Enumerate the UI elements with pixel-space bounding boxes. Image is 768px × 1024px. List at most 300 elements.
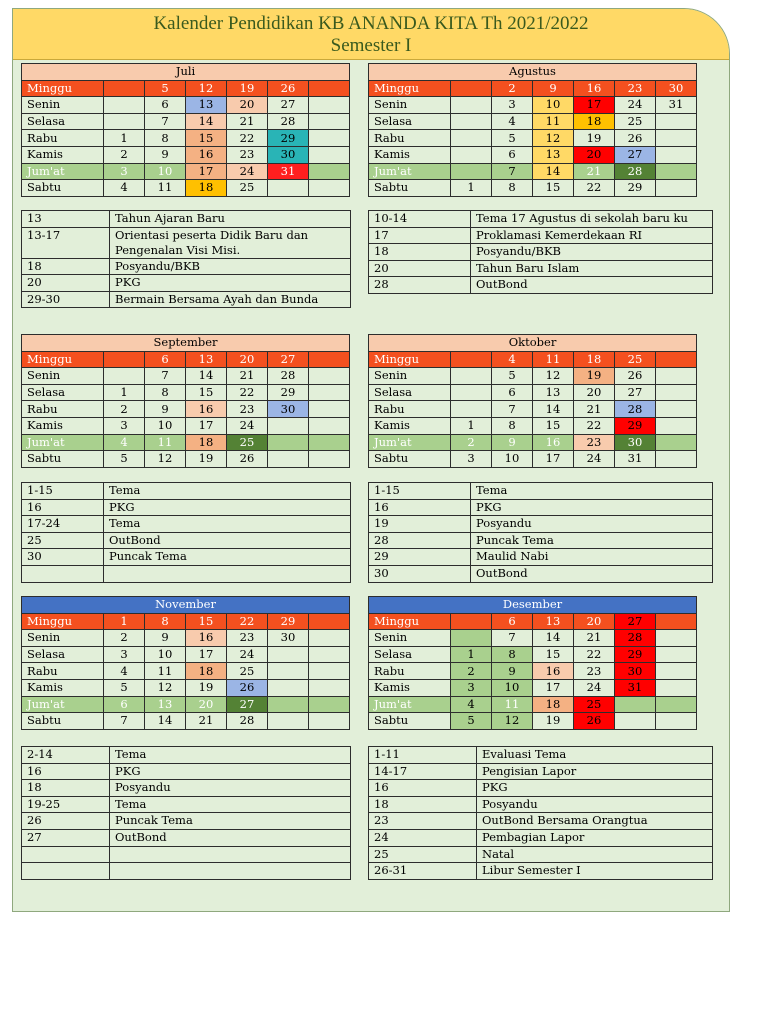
event-description: Proklamasi Kemerdekaan RI xyxy=(471,227,713,244)
day-row xyxy=(22,679,350,696)
event-row xyxy=(369,211,713,228)
date-cell xyxy=(268,713,309,730)
date-cell xyxy=(656,146,697,163)
date-cell xyxy=(309,368,350,385)
date-cell xyxy=(309,401,350,418)
date-cell: 24 xyxy=(227,163,268,180)
date-cell: 6 xyxy=(492,146,533,163)
day-label: Rabu xyxy=(22,130,104,147)
date-cell: 19 xyxy=(186,451,227,468)
date-cell xyxy=(451,351,492,368)
date-cell: 6 xyxy=(492,613,533,630)
date-cell xyxy=(656,613,697,630)
date-cell: 4 xyxy=(104,180,145,197)
date-cell: 14 xyxy=(145,713,186,730)
event-row xyxy=(22,499,351,516)
date-cell xyxy=(309,97,350,114)
date-cell xyxy=(656,163,697,180)
date-cell: 8 xyxy=(145,384,186,401)
date-cell: 1 xyxy=(104,613,145,630)
event-date: 27 xyxy=(22,829,110,846)
date-cell: 24 xyxy=(615,97,656,114)
date-cell: 23 xyxy=(227,401,268,418)
date-cell xyxy=(451,163,492,180)
date-cell: 10 xyxy=(145,646,186,663)
month-table-september xyxy=(21,334,350,468)
events-table-november xyxy=(21,746,351,880)
date-cell: 24 xyxy=(574,451,615,468)
date-cell: 2 xyxy=(104,401,145,418)
day-label: Jum'at xyxy=(369,163,451,180)
day-label: Senin xyxy=(22,368,104,385)
date-cell xyxy=(451,130,492,147)
day-row xyxy=(369,113,697,130)
event-row xyxy=(22,863,351,880)
date-cell: 15 xyxy=(533,180,574,197)
event-description: Pengisian Lapor xyxy=(477,763,713,780)
date-cell xyxy=(309,180,350,197)
day-label: Selasa xyxy=(369,646,451,663)
day-row xyxy=(369,417,697,434)
event-row xyxy=(22,275,351,292)
date-cell: 28 xyxy=(227,713,268,730)
event-row xyxy=(22,813,351,830)
date-cell: 20 xyxy=(227,97,268,114)
event-date: 16 xyxy=(369,780,477,797)
event-description: PKG xyxy=(104,499,351,516)
date-cell: 4 xyxy=(451,696,492,713)
event-date: 19-25 xyxy=(22,796,110,813)
date-cell: 10 xyxy=(492,679,533,696)
event-row xyxy=(369,244,713,261)
date-cell xyxy=(268,679,309,696)
date-cell: 20 xyxy=(227,351,268,368)
date-cell: 27 xyxy=(227,696,268,713)
event-date: 28 xyxy=(369,277,471,294)
date-cell: 19 xyxy=(227,80,268,97)
date-cell: 11 xyxy=(145,180,186,197)
date-cell: 19 xyxy=(574,130,615,147)
date-cell: 9 xyxy=(145,146,186,163)
date-cell xyxy=(656,180,697,197)
date-cell xyxy=(309,113,350,130)
event-row xyxy=(22,747,351,764)
date-cell: 22 xyxy=(227,384,268,401)
date-cell: 15 xyxy=(186,130,227,147)
day-row xyxy=(22,401,350,418)
date-cell: 18 xyxy=(533,696,574,713)
date-cell: 9 xyxy=(492,663,533,680)
date-cell: 7 xyxy=(492,401,533,418)
event-date: 10-14 xyxy=(369,211,471,228)
day-label: Jum'at xyxy=(22,163,104,180)
event-date: 24 xyxy=(369,829,477,846)
day-label: Sabtu xyxy=(22,713,104,730)
date-cell: 17 xyxy=(533,451,574,468)
event-row xyxy=(369,227,713,244)
date-cell xyxy=(268,434,309,451)
date-cell xyxy=(309,679,350,696)
date-cell: 26 xyxy=(574,713,615,730)
event-description: Puncak Tema xyxy=(471,532,713,549)
date-cell xyxy=(656,630,697,647)
date-cell: 1 xyxy=(104,384,145,401)
event-date: 16 xyxy=(369,499,471,516)
date-cell xyxy=(309,384,350,401)
date-cell: 17 xyxy=(574,97,615,114)
date-cell xyxy=(309,163,350,180)
event-description: Tema xyxy=(110,796,351,813)
date-cell: 29 xyxy=(268,130,309,147)
date-cell: 23 xyxy=(574,663,615,680)
event-date: 29-30 xyxy=(22,291,110,308)
date-cell: 1 xyxy=(104,130,145,147)
day-label: Kamis xyxy=(22,679,104,696)
date-cell: 2 xyxy=(451,434,492,451)
day-row xyxy=(22,613,350,630)
date-cell: 13 xyxy=(186,351,227,368)
event-description: Orientasi peserta Didik Baru dan Pengenalan Visi Misi. xyxy=(110,227,351,258)
date-cell xyxy=(309,434,350,451)
month-name: Juli xyxy=(22,64,350,81)
event-date: 23 xyxy=(369,813,477,830)
day-label: Rabu xyxy=(369,401,451,418)
page-title: Kalender Pendidikan KB ANANDA KITA Th 2021/2022 xyxy=(153,13,589,34)
date-cell: 22 xyxy=(574,180,615,197)
date-cell: 15 xyxy=(186,613,227,630)
date-cell: 19 xyxy=(574,368,615,385)
events-table-juli xyxy=(21,210,351,308)
date-cell xyxy=(104,368,145,385)
day-label: Sabtu xyxy=(22,451,104,468)
date-cell xyxy=(656,130,697,147)
date-cell: 28 xyxy=(268,113,309,130)
day-row xyxy=(22,80,350,97)
event-description: PKG xyxy=(471,499,713,516)
day-label: Selasa xyxy=(369,384,451,401)
date-cell xyxy=(656,351,697,368)
date-cell: 6 xyxy=(492,384,533,401)
date-cell: 18 xyxy=(186,434,227,451)
event-date: 13 xyxy=(22,211,110,228)
event-row xyxy=(22,565,351,582)
date-cell: 7 xyxy=(145,113,186,130)
event-description: Tahun Baru Islam xyxy=(471,260,713,277)
event-row xyxy=(369,747,713,764)
event-row xyxy=(369,829,713,846)
event-description: PKG xyxy=(110,763,351,780)
date-cell xyxy=(451,384,492,401)
day-row xyxy=(369,451,697,468)
month-name: Agustus xyxy=(369,64,697,81)
date-cell: 17 xyxy=(533,679,574,696)
event-row xyxy=(369,483,713,500)
event-date: 14-17 xyxy=(369,763,477,780)
date-cell: 5 xyxy=(104,679,145,696)
date-cell xyxy=(451,613,492,630)
date-cell: 26 xyxy=(268,80,309,97)
event-date: 29 xyxy=(369,549,471,566)
event-row xyxy=(22,516,351,533)
event-date: 17-24 xyxy=(22,516,104,533)
day-label: Jum'at xyxy=(369,434,451,451)
date-cell: 12 xyxy=(186,80,227,97)
event-date: 18 xyxy=(369,796,477,813)
day-label: Kamis xyxy=(22,146,104,163)
date-cell xyxy=(104,113,145,130)
date-cell xyxy=(309,146,350,163)
event-date: 16 xyxy=(22,499,104,516)
event-date: 18 xyxy=(369,244,471,261)
day-label: Minggu xyxy=(22,80,104,97)
date-cell: 30 xyxy=(268,146,309,163)
date-cell: 28 xyxy=(615,401,656,418)
month-table-desember xyxy=(368,596,697,730)
date-cell: 27 xyxy=(615,613,656,630)
event-date: 1-11 xyxy=(369,747,477,764)
day-row xyxy=(369,80,697,97)
date-cell: 18 xyxy=(574,113,615,130)
date-cell: 1 xyxy=(451,180,492,197)
date-cell: 19 xyxy=(186,679,227,696)
date-cell: 21 xyxy=(574,163,615,180)
day-label: Senin xyxy=(369,97,451,114)
date-cell: 13 xyxy=(533,613,574,630)
date-cell: 7 xyxy=(145,368,186,385)
date-cell: 28 xyxy=(615,630,656,647)
event-row xyxy=(369,532,713,549)
events-table-oktober xyxy=(368,482,713,583)
date-cell: 21 xyxy=(574,630,615,647)
day-label: Rabu xyxy=(22,663,104,680)
event-date: 26-31 xyxy=(369,863,477,880)
day-row xyxy=(22,180,350,197)
date-cell: 30 xyxy=(615,663,656,680)
event-date: 1-15 xyxy=(369,483,471,500)
event-date xyxy=(22,565,104,582)
day-row xyxy=(22,351,350,368)
event-row xyxy=(369,516,713,533)
event-row xyxy=(369,260,713,277)
date-cell: 11 xyxy=(533,351,574,368)
date-cell: 12 xyxy=(145,451,186,468)
event-row xyxy=(369,796,713,813)
date-cell: 23 xyxy=(574,434,615,451)
date-cell: 13 xyxy=(145,696,186,713)
day-row xyxy=(22,130,350,147)
date-cell: 21 xyxy=(227,368,268,385)
date-cell: 20 xyxy=(574,613,615,630)
day-row xyxy=(369,368,697,385)
event-date: 20 xyxy=(369,260,471,277)
date-cell xyxy=(309,613,350,630)
day-row xyxy=(369,696,697,713)
event-date: 18 xyxy=(22,780,110,797)
date-cell: 25 xyxy=(227,663,268,680)
date-cell: 3 xyxy=(451,679,492,696)
date-cell: 12 xyxy=(492,713,533,730)
event-row xyxy=(22,227,351,258)
date-cell: 4 xyxy=(104,434,145,451)
day-row xyxy=(369,97,697,114)
date-cell: 30 xyxy=(268,401,309,418)
date-cell: 23 xyxy=(227,146,268,163)
date-cell: 14 xyxy=(533,163,574,180)
event-row xyxy=(22,549,351,566)
date-cell xyxy=(104,351,145,368)
day-label: Sabtu xyxy=(369,451,451,468)
day-label: Sabtu xyxy=(369,713,451,730)
date-cell: 8 xyxy=(492,180,533,197)
date-cell: 3 xyxy=(492,97,533,114)
day-row xyxy=(369,146,697,163)
date-cell: 29 xyxy=(615,417,656,434)
date-cell: 20 xyxy=(186,696,227,713)
date-cell: 16 xyxy=(186,630,227,647)
date-cell: 24 xyxy=(227,417,268,434)
date-cell: 29 xyxy=(268,384,309,401)
date-cell: 21 xyxy=(227,113,268,130)
date-cell: 7 xyxy=(492,630,533,647)
day-row xyxy=(22,368,350,385)
day-row xyxy=(22,434,350,451)
event-description: Maulid Nabi xyxy=(471,549,713,566)
day-label: Senin xyxy=(22,630,104,647)
event-row xyxy=(369,813,713,830)
month-name: Oktober xyxy=(369,335,697,352)
date-cell xyxy=(451,97,492,114)
event-description: OutBond xyxy=(104,532,351,549)
event-row xyxy=(22,829,351,846)
date-cell: 11 xyxy=(145,663,186,680)
date-cell: 5 xyxy=(492,130,533,147)
date-cell: 16 xyxy=(533,434,574,451)
date-cell: 20 xyxy=(574,384,615,401)
event-description: Pembagian Lapor xyxy=(477,829,713,846)
date-cell: 6 xyxy=(145,351,186,368)
event-description xyxy=(110,863,351,880)
date-cell: 10 xyxy=(145,163,186,180)
date-cell: 5 xyxy=(492,368,533,385)
event-row xyxy=(22,258,351,275)
date-cell: 17 xyxy=(186,646,227,663)
day-label: Jum'at xyxy=(369,696,451,713)
event-date: 26 xyxy=(22,813,110,830)
day-label: Rabu xyxy=(369,663,451,680)
date-cell xyxy=(656,663,697,680)
month-name: November xyxy=(22,597,350,614)
date-cell: 12 xyxy=(533,130,574,147)
date-cell xyxy=(268,646,309,663)
date-cell: 31 xyxy=(656,97,697,114)
date-cell: 7 xyxy=(104,713,145,730)
date-cell: 22 xyxy=(227,613,268,630)
date-cell: 14 xyxy=(533,630,574,647)
date-cell: 9 xyxy=(492,434,533,451)
date-cell: 31 xyxy=(268,163,309,180)
event-date xyxy=(22,846,110,863)
date-cell: 18 xyxy=(574,351,615,368)
date-cell: 26 xyxy=(227,451,268,468)
date-cell: 8 xyxy=(145,130,186,147)
day-label: Selasa xyxy=(22,384,104,401)
date-cell: 8 xyxy=(492,646,533,663)
event-description: PKG xyxy=(477,780,713,797)
date-cell: 16 xyxy=(533,663,574,680)
date-cell xyxy=(451,401,492,418)
event-description: Posyandu/BKB xyxy=(471,244,713,261)
date-cell: 25 xyxy=(227,180,268,197)
event-date: 28 xyxy=(369,532,471,549)
date-cell: 18 xyxy=(186,663,227,680)
date-cell xyxy=(656,417,697,434)
day-row xyxy=(22,696,350,713)
event-row xyxy=(369,277,713,294)
day-label: Minggu xyxy=(22,613,104,630)
day-label: Kamis xyxy=(369,417,451,434)
date-cell: 27 xyxy=(268,351,309,368)
date-cell: 24 xyxy=(227,646,268,663)
event-date: 17 xyxy=(369,227,471,244)
event-row xyxy=(369,846,713,863)
date-cell: 25 xyxy=(574,696,615,713)
month-name: Desember xyxy=(369,597,697,614)
event-date: 19 xyxy=(369,516,471,533)
date-cell: 30 xyxy=(268,630,309,647)
date-cell: 31 xyxy=(615,679,656,696)
event-description: Tema xyxy=(471,483,713,500)
date-cell: 4 xyxy=(104,663,145,680)
day-label: Kamis xyxy=(369,146,451,163)
event-date xyxy=(22,863,110,880)
day-label: Selasa xyxy=(369,113,451,130)
date-cell xyxy=(451,113,492,130)
date-cell xyxy=(309,646,350,663)
event-description: Tema xyxy=(104,483,351,500)
date-cell: 13 xyxy=(533,384,574,401)
day-row xyxy=(22,663,350,680)
date-cell: 1 xyxy=(451,417,492,434)
date-cell xyxy=(451,146,492,163)
date-cell: 30 xyxy=(656,80,697,97)
date-cell xyxy=(309,417,350,434)
date-cell: 14 xyxy=(186,368,227,385)
event-row xyxy=(22,780,351,797)
month-table-november xyxy=(21,596,350,730)
day-row xyxy=(22,646,350,663)
month-table-oktober xyxy=(368,334,697,468)
day-row xyxy=(369,384,697,401)
date-cell: 12 xyxy=(145,679,186,696)
date-cell: 3 xyxy=(451,451,492,468)
event-description: Posyandu/BKB xyxy=(110,258,351,275)
page-header xyxy=(13,9,729,60)
event-description: OutBond Bersama Orangtua xyxy=(477,813,713,830)
event-description: Posyandu xyxy=(477,796,713,813)
day-label: Sabtu xyxy=(22,180,104,197)
date-cell xyxy=(268,451,309,468)
date-cell xyxy=(656,451,697,468)
date-cell xyxy=(656,679,697,696)
date-cell: 25 xyxy=(227,434,268,451)
day-label: Rabu xyxy=(22,401,104,418)
date-cell: 16 xyxy=(186,401,227,418)
day-row xyxy=(22,113,350,130)
date-cell xyxy=(309,630,350,647)
date-cell xyxy=(268,180,309,197)
date-cell: 21 xyxy=(186,713,227,730)
events-table-desember xyxy=(368,746,713,880)
